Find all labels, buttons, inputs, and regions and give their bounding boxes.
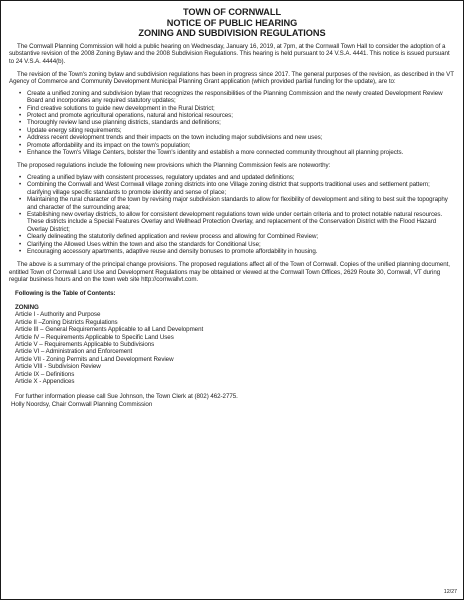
list-item: • Promote affordability and its impact on the town's population; bbox=[27, 142, 455, 149]
town-name: TOWN OF CORNWALL bbox=[182, 7, 282, 17]
toc-article: Article IV – Requirements Applicable to Specific Land Uses bbox=[15, 333, 174, 341]
toc-section-heading: ZONING bbox=[15, 303, 39, 311]
toc-article: Article V – Requirements Applicable to Subdivisions bbox=[15, 341, 155, 348]
intro-paragraph: The Cornwall Planning Commission will hold a public hearing on Wednesday, January 16, 2019, at 7pm, at the Cornwall Town Hall to consider the adoption of a substantive revision of the 2008 Zoning Bylaw and the 2008 Subdivision Regulations. This hearing is held pursuant to 24 V.S.A. 4441. This notice is issued pursuant to 24 V.S.A. 4444(b). bbox=[9, 42, 450, 65]
publication-code: 12/27 bbox=[443, 589, 457, 595]
list-item: • Create a unified zoning and subdivision bylaw that recognizes the responsibilities of the Planning Commission and the newly created Development Review Board and incorporates any required statutory updates; bbox=[27, 90, 455, 105]
list-item: • Enhance the Town's Village Centers, bolster the Town's identity and establish a more connected community throughout all planning projects. bbox=[27, 149, 455, 156]
notice-title: NOTICE OF PUBLIC HEARING bbox=[166, 17, 298, 28]
list-item: • Creating a unified bylaw with consistent processes, regulatory updates and and updated definitions; bbox=[27, 174, 455, 181]
list-item: • Find creative solutions to guide new development in the Rural District; bbox=[27, 105, 455, 112]
toc-article: Article I - Authority and Purpose bbox=[15, 311, 101, 319]
summary-paragraph: The above is a summary of the principal change provisions. The proposed regulations affect all of the Town of Cornwall. Copies of the unified planning document, entitled Town of Cornwall Land Use and Development Regulations may be obtained or viewed at the Cornwall Town Offices, 2629 Route 30, Cornwall, VT during regular business hours and on the town web site http://cornwallvt.com. bbox=[9, 261, 450, 284]
list-item: • Establishing new overlay districts, to allow for consistent development regulations town wide under certain criteria and to protect notable natural resources. These districts include a Special Features Overlay and Wellhead Protection Overlay, and replacement of the Conservation District with the Flood Hazard Overlay District; bbox=[27, 211, 455, 233]
list-item: • Clearly delineating the statutorily defined application and review process and allowing for Combined Review; bbox=[27, 233, 455, 240]
toc-article: Article X - Appendices bbox=[15, 378, 75, 386]
notice-subject: ZONING AND SUBDIVISION REGULATIONS bbox=[138, 28, 326, 39]
toc-article: Article III – General Requirements Applicable to all Land Development bbox=[15, 326, 204, 334]
list-item: • Combining the Cornwall and West Cornwall village zoning districts into one Village zoning district that supports traditional uses and settlement pattern; clarifying village specific standards to promote identity and sense of place; bbox=[27, 181, 455, 196]
toc-article: Article VI – Administration and Enforcement bbox=[15, 348, 133, 356]
provisions-paragraph: The proposed regulations include the following new provisions which the Planning Commission feels are noteworthy: bbox=[17, 162, 331, 170]
purposes-list bbox=[9, 90, 455, 157]
list-item: • Clarifying the Allowed Uses within the town and also the standards for Conditional Use; bbox=[27, 241, 455, 248]
list-item: • Maintaining the rural character of the town by revising major subdivision standards to allow for flexibility of development and siting to best suit the topography and character of the surrounding area; bbox=[27, 196, 455, 211]
toc-article: Article VIII - Subdivision Review bbox=[15, 363, 101, 371]
provisions-list bbox=[9, 174, 455, 255]
revision-paragraph: The revision of the Town's zoning bylaw and subdivision regulations has been in progress since 2017. The general purposes of the revision, as described in the VT Agency of Commerce and Community Development Municipal Planning Grant application (which provided partial funding for the update), are to: bbox=[9, 71, 454, 86]
list-item: • Thoroughly review land use planning districts, standards and definitions; bbox=[27, 119, 455, 126]
toc-article: Article IX – Definitions bbox=[15, 370, 75, 378]
list-item: • Encouraging accessory apartments, adaptive reuse and density bonuses to promote affordability in housing. bbox=[27, 248, 455, 255]
contact-line: For further information please call Sue Johnson, the Town Clerk at (802) 462-2775. bbox=[15, 393, 238, 401]
table-of-contents bbox=[9, 290, 455, 401]
list-item: • Update energy siting requirements; bbox=[27, 127, 455, 134]
signature-line: Holly Noordsy, Chair Cornwall Planning Commission bbox=[11, 400, 153, 408]
toc-title: Following is the Table of Contents: bbox=[15, 289, 116, 297]
list-item: • Protect and promote agricultural operations, natural and historical resources; bbox=[27, 112, 455, 119]
toc-article: Article VII - Zoning Permits and Land Development Review bbox=[15, 355, 174, 363]
toc-article: Article II –Zoning Districts Regulations bbox=[15, 318, 118, 326]
notice-footer bbox=[15, 393, 455, 400]
notice-header bbox=[9, 7, 455, 39]
list-item: • Address recent development trends and their impacts on the town including major subdivisions and new uses; bbox=[27, 134, 455, 141]
